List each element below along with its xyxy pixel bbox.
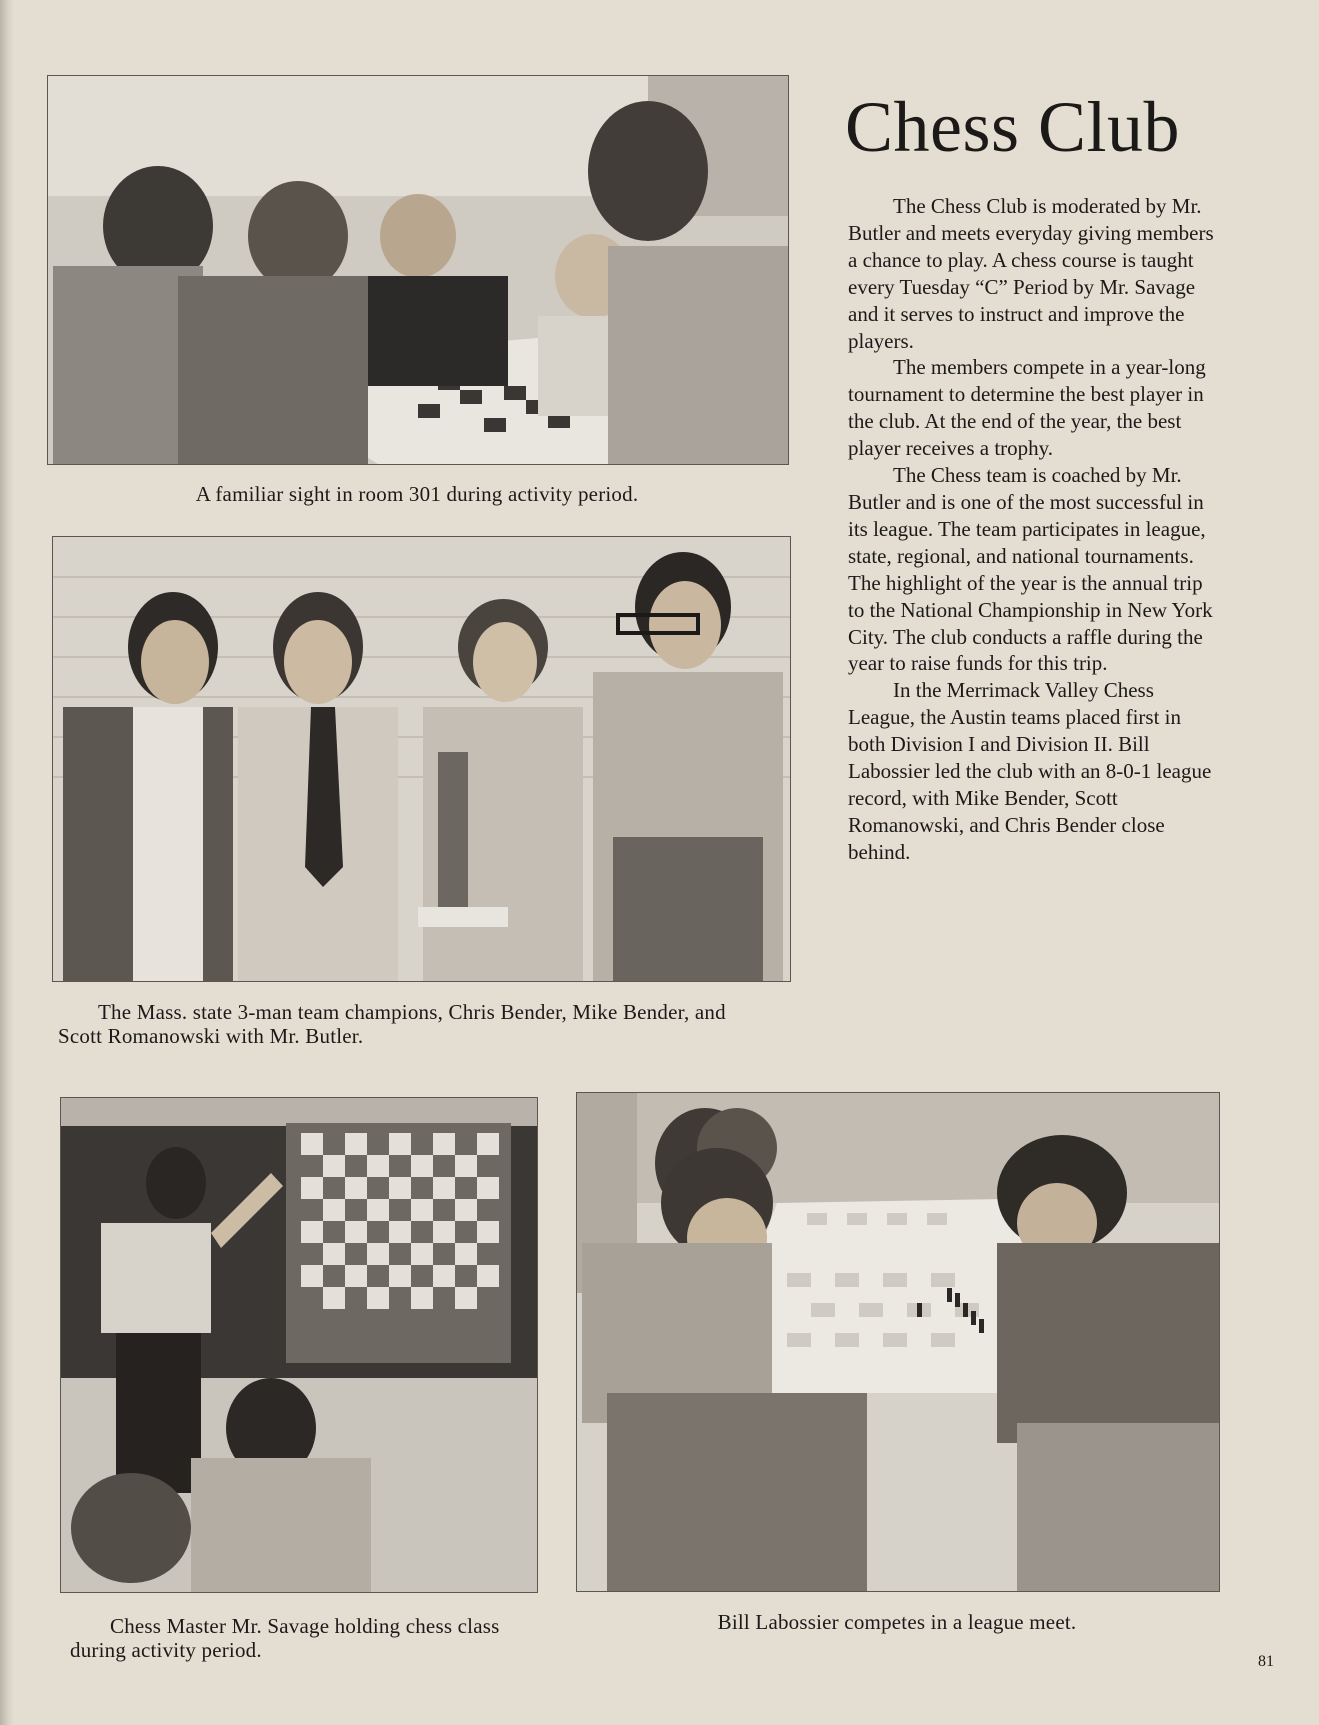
caption-team-champions <box>58 1000 758 1048</box>
caption-chess-master-text: Chess Master Mr. Savage holding chess class during activity period. <box>70 1614 500 1662</box>
photo-team-champions <box>52 536 791 982</box>
page-binding-edge <box>0 0 14 1725</box>
page-title: Chess Club <box>845 87 1181 167</box>
page-number: 81 <box>1258 1653 1274 1670</box>
article-paragraph: In the Merrimack Valley Chess League, the Austin teams placed first in both Division I and Division II. Bill Labossier led the club with an 8-0-1 league record, with Mike Bender, Scott Romanowski, and Chris Bender close behind. <box>848 678 1212 864</box>
caption-chess-master <box>70 1614 540 1662</box>
article-paragraph: The Chess team is coached by Mr. Butler and is one of the most successful in its league. The team participates in league, state, regional, and national tournaments. The highlight of the year is the annual trip to the National Championship in New York City. The club conducts a raffle during the year to raise funds for this trip. <box>848 463 1213 676</box>
article-paragraph: The Chess Club is moderated by Mr. Butler and meets everyday giving members a chance to play. A chess course is taught every Tuesday “C” Period by Mr. Savage and it serves to instruct and improve the players. <box>848 194 1214 353</box>
photo-chess-master <box>60 1097 538 1593</box>
article-paragraph: The members compete in a year-long tournament to determine the best player in the club. At the end of the year, the best player receives a trophy. <box>848 355 1206 461</box>
article-body <box>848 193 1218 866</box>
caption-league-meet: Bill Labossier competes in a league meet. <box>717 1610 1077 1634</box>
caption-team-champions-text: The Mass. state 3-man team champions, Chris Bender, Mike Bender, and Scott Romanowski with Mr. Butler. <box>58 1000 726 1048</box>
photo-activity-period <box>47 75 789 465</box>
caption-activity-period: A familiar sight in room 301 during activity period. <box>195 482 639 506</box>
photo-league-meet <box>576 1092 1220 1592</box>
